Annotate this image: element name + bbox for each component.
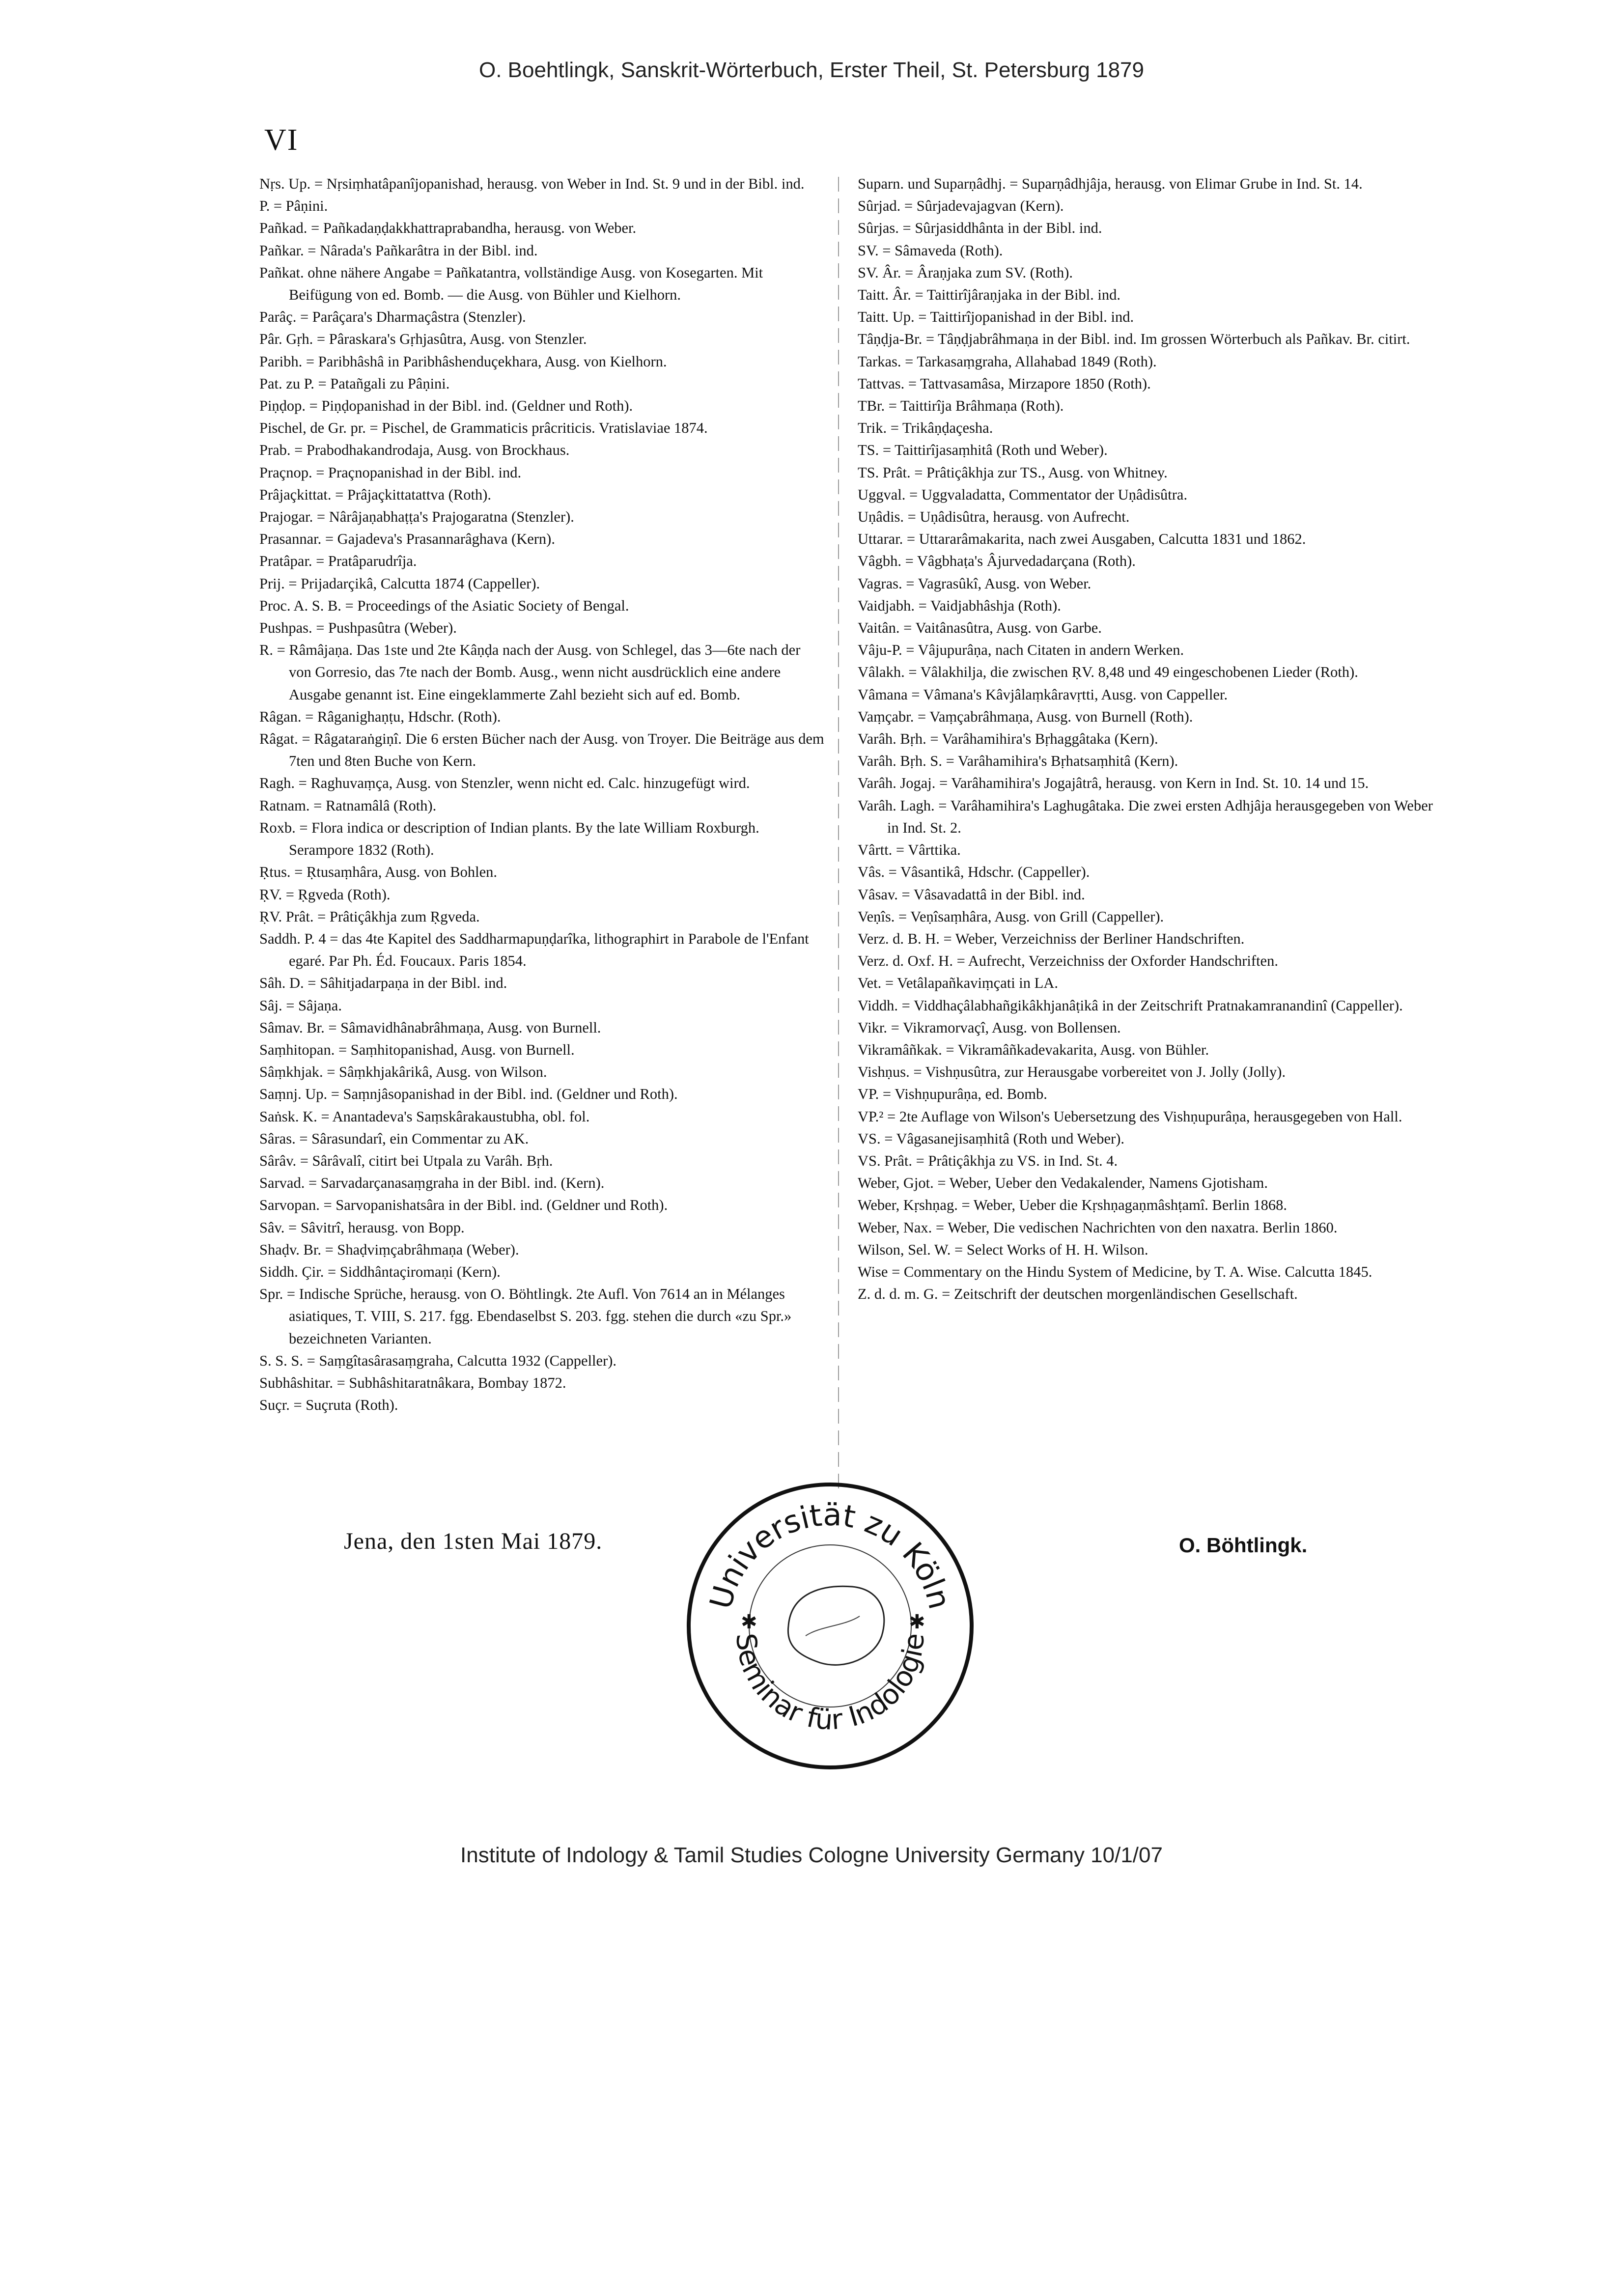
abbreviation-entry: Weber, Kṛshṇag. = Weber, Ueber die Kṛshṇagaṇmâshṭamî. Berlin 1868. [858,1197,1287,1214]
abbreviation-entry: Saṅsk. K. = Anantadeva's Saṃskârakaustubha, obl. fol. [259,1108,590,1125]
abbreviation-entry: Vikramâñkak. = Vikramâñkadevakarita, Ausg. von Bühler. [858,1041,1209,1058]
abbreviation-entry: Varâh. Jogaj. = Varâhamihira's Jogajâtrâ, herausg. von Kern in Ind. St. 10. 14 und 15. [858,775,1369,792]
abbreviation-entry: Wilson, Sel. W. = Select Works of H. H. Wilson. [858,1241,1148,1258]
abbreviation-entry: Taitt. Âr. = Taittirîjâraṇjaka in der Bibl. ind. [858,286,1120,304]
abbreviation-entry: S. S. S. = Saṃgîtasârasaṃgraha, Calcutta 1932 (Cappeller). [259,1352,617,1369]
place-and-date: Jena, den 1sten Mai 1879. [344,1528,603,1554]
stamp-bottom-text: Seminar für Indologie [729,1632,931,1736]
abbreviation-entry: Vâgbh. = Vâgbhaṭa's Âjurvedadarçana (Roth). [858,553,1136,570]
abbreviation-entry: Vishṇus. = Vishṇusûtra, zur Herausgabe vorbereitet von J. Jolly (Jolly). [858,1064,1286,1081]
abbreviation-entry: Varâh. Bṛh. S. = Varâhamihira's Bṛhatsaṃhitâ (Kern). [858,753,1178,770]
abbreviation-entry: Vet. = Vetâlapañkaviṃçati in LA. [858,975,1058,992]
abbreviation-entry: Vagras. = Vagrasûkî, Ausg. von Weber. [858,575,1091,592]
abbreviation-entry: Ṛtus. = Ṛtusaṃhâra, Ausg. von Bohlen. [259,864,498,881]
svg-text:Seminar für Indologie [729,1632,930,1736]
abbreviation-entry: Pañkad. = Pañkadaṇḍakkhattraprabandha, herausg. von Weber. [259,220,637,237]
abbreviation-entry: Taitt. Up. = Taittirîjopanishad in der Bibl. ind. [858,308,1134,326]
abbreviation-entry: Ragh. = Raghuvaṃça, Ausg. von Stenzler, wenn nicht ed. Calc. hinzugefügt wird. [259,775,750,792]
abbreviation-entry: SV. = Sâmaveda (Roth). [858,242,1003,259]
abbreviation-entry: Weber, Gjot. = Weber, Ueber den Vedakalender, Namens Gjotisham. [858,1175,1268,1192]
right-column [858,173,1437,1305]
abbreviation-entry: Pañkar. = Nârada's Pañkarâtra in der Bibl. ind. [259,242,538,259]
abbreviation-entry: Sarvopan. = Sarvopanishatsâra in der Bibl. ind. (Geldner und Roth). [259,1197,668,1214]
abbreviation-entry: Proc. A. S. B. = Proceedings of the Asiatic Society of Bengal. [259,597,629,614]
column-divider [838,177,839,1493]
abbreviation-entry: Z. d. d. m. G. = Zeitschrift der deutschen morgenländischen Gesellschaft. [858,1286,1298,1303]
abbreviation-entry: P. = Pâṇini. [259,197,328,215]
abbreviation-entry: Prasannar. = Gajadeva's Prasannarâghava (Kern). [259,531,555,548]
abbreviation-entry: Praçnop. = Praçnopanishad in der Bibl. ind. [259,464,522,481]
abbreviation-entry: Pushpas. = Pushpasûtra (Weber). [259,619,457,637]
abbreviation-entry: Subhâshitar. = Subhâshitaratnâkara, Bombay 1872. [259,1374,566,1391]
abbreviation-entry: Pratâpar. = Pratâparudrîja. [259,553,417,570]
abbreviation-entry: Sâmav. Br. = Sâmavidhânabrâhmaṇa, Ausg. von Burnell. [259,1019,601,1036]
abbreviation-entry: Parâç. = Parâçara's Dharmaçâstra (Stenzler). [259,308,526,326]
stamp-top-text: Universität zu Köln [702,1496,958,1613]
abbreviation-entry: Spr. = Indische Sprüche, herausg. von O. Böhtlingk. 2te Aufl. Von 7614 an in Mélanges asiatiques, T. VIII, S. 217. fgg. Ebendaselbst S. 203. fgg. stehen die durch «zu Spr.» bezeichneten Varianten. [259,1286,792,1347]
abbreviation-entry: Uggval. = Uggvaladatta, Commentator der Uṇâdisûtra. [858,486,1188,503]
abbreviation-entry: Saṃnj. Up. = Saṃnjâsopanishad in der Bibl. ind. (Geldner und Roth). [259,1086,678,1103]
svg-text:✱: ✱ [909,1611,925,1633]
abbreviation-entry: Tâṇḍja-Br. = Tâṇḍjabrâhmaṇa in der Bibl. ind. Im grossen Wörterbuch als Pañkav. Br. citirt. [858,331,1410,348]
abbreviation-entry: Sâṃkhjak. = Sâṃkhjakârikâ, Ausg. von Wilson. [259,1064,547,1081]
abbreviation-entry: Paribh. = Paribhâshâ in Paribhâshenduçekhara, Ausg. von Kielhorn. [259,353,667,370]
abbreviation-entry: Verz. d. B. H. = Weber, Verzeichniss der Berliner Handschriften. [858,930,1245,947]
abbreviation-entry: Prajogar. = Nârâjaṇabhaṭṭa's Prajogaratna (Stenzler). [259,508,574,526]
abbreviation-entry: Varâh. Bṛh. = Varâhamihira's Bṛhaggâtaka (Kern). [858,730,1158,748]
abbreviation-entry: TS. = Taittirîjasaṃhitâ (Roth und Weber). [858,442,1108,459]
abbreviation-entry: Saṃhitopan. = Saṃhitopanishad, Ausg. von Burnell. [259,1041,575,1058]
abbreviation-entry: Sarvad. = Sarvadarçanasaṃgraha in der Bibl. ind. (Kern). [259,1175,605,1192]
abbreviation-entry: Varâh. Lagh. = Varâhamihira's Laghugâtaka. Die zwei ersten Adhjâja herausgegeben von Weber in Ind. St. 2. [858,797,1433,836]
abbreviation-entry: Vaidjabh. = Vaidjabhâshja (Roth). [858,597,1061,614]
abbreviation-entry: Râgat. = Râgataraṅgiṇî. Die 6 ersten Bücher nach der Ausg. von Troyer. Die Beiträge aus dem 7ten und 8ten Buche von Kern. [259,730,824,770]
abbreviation-entry: Vâmana = Vâmana's Kâvjâlaṃkâravṛtti, Ausg. von Cappeller. [858,686,1228,703]
abbreviation-entry: Saddh. P. 4 = das 4te Kapitel des Saddharmapuṇḍarîka, lithographirt in Parabole de l'Enfant egaré. Par Ph. Éd. Foucaux. Paris 1854. [259,930,809,970]
abbreviation-entry: R. = Râmâjaṇa. Das 1ste und 2te Kâṇḍa nach der Ausg. von Schlegel, das 3—6te nach der von Gorresio, das 7te nach der Bomb. Ausg., wenn nicht ausdrücklich eine andere Ausgabe genannt ist. Eine eingeklammerte Zahl bezieht sich auf ed. Bomb. [259,642,801,703]
abbreviation-entry: TS. Prât. = Prâtiçâkhja zur TS., Ausg. von Whitney. [858,464,1168,481]
abbreviation-entry: Vikr. = Vikramorvaçî, Ausg. von Bollensen. [858,1019,1121,1036]
abbreviation-entry: Tarkas. = Tarkasaṃgraha, Allahabad 1849 (Roth). [858,353,1157,370]
abbreviation-entry: VP.² = 2te Auflage von Wilson's Uebersetzung des Vishṇupurâṇa, herausgegeben von Hall. [858,1108,1402,1125]
abbreviation-entry: Wise = Commentary on the Hindu System of Medicine, by T. A. Wise. Calcutta 1845. [858,1263,1372,1280]
abbreviation-entry: Vâs. = Vâsantikâ, Hdschr. (Cappeller). [858,864,1090,881]
abbreviation-entry: Vaitân. = Vaitânasûtra, Ausg. von Garbe. [858,619,1102,637]
abbreviation-entry: Sâh. D. = Sâhitjadarpaṇa in der Bibl. ind. [259,975,507,992]
abbreviation-entry: Prâjaçkittat. = Prâjaçkittatattva (Roth). [259,486,492,503]
abbreviation-entry: Tattvas. = Tattvasamâsa, Mirzapore 1850 (Roth). [858,375,1151,392]
abbreviation-entry: Sârâv. = Sârâvalî, citirt bei Utpala zu Varâh. Bṛh. [259,1152,553,1169]
abbreviation-entry: Râgan. = Râganighaṇṭu, Hdschr. (Roth). [259,708,501,725]
abbreviation-entry: Weber, Nax. = Weber, Die vedischen Nachrichten von den naxatra. Berlin 1860. [858,1219,1338,1236]
abbreviation-entry: Sûrjas. = Sûrjasiddhânta in der Bibl. ind. [858,220,1102,237]
abbreviation-entry: TBr. = Taittirîja Brâhmaṇa (Roth). [858,397,1064,415]
abbreviation-entry: Sûrjad. = Sûrjadevajagvan (Kern). [858,197,1064,215]
abbreviation-entry: SV. Âr. = Âraṇjaka zum SV. (Roth). [858,264,1073,281]
abbreviation-entry: VS. Prât. = Prâtiçâkhja zu VS. in Ind. St. 4. [858,1152,1118,1169]
abbreviation-entry: Sâv. = Sâvitrî, herausg. von Bopp. [259,1219,465,1236]
abbreviation-entry: VP. = Vishṇupurâṇa, ed. Bomb. [858,1086,1047,1103]
page-number: VI [264,123,299,157]
abbreviation-entry: Vârtt. = Vârttika. [858,841,961,859]
abbreviation-entry: Vaṃçabr. = Vaṃçabrâhmaṇa, Ausg. von Burnell (Roth). [858,708,1193,725]
scan-header: O. Boehtlingk, Sanskrit-Wörterbuch, Erster Theil, St. Petersburg 1879 [478,58,1144,82]
abbreviation-entry: Veṇîs. = Veṇîsaṃhâra, Ausg. von Grill (Cappeller). [858,908,1164,925]
abbreviation-entry: Nṛs. Up. = Nṛsiṃhatâpanîjopanishad, herausg. von Weber in Ind. St. 9 und in der Bibl. ind. [259,175,805,192]
abbreviation-entry: VS. = Vâgasanejisaṃhitâ (Roth und Weber). [858,1130,1125,1147]
abbreviation-entry: Pat. zu P. = Patañgali zu Pâṇini. [259,375,450,392]
abbreviation-entry: ṚV. Prât. = Prâtiçâkhja zum Ṛgveda. [259,908,480,925]
abbreviation-entry: Uṇâdis. = Uṇâdisûtra, herausg. von Aufrecht. [858,508,1130,526]
abbreviation-entry: Vâsav. = Vâsavadattâ in der Bibl. ind. [858,886,1085,903]
author-signature: O. Böhtlingk. [1179,1534,1308,1557]
abbreviation-entry: Vâlakh. = Vâlakhilja, die zwischen ṚV. 8,48 und 49 eingeschobenen Lieder (Roth). [858,664,1358,681]
abbreviation-entry: ṚV. = Ṛgveda (Roth). [259,886,391,903]
abbreviation-entry: Verz. d. Oxf. H. = Aufrecht, Verzeichniss der Oxforder Handschriften. [858,952,1278,970]
university-stamp-icon [683,1479,978,1773]
archive-credit: Institute of Indology & Tamil Studies Cologne University Germany 10/1/07 [460,1843,1163,1867]
abbreviation-entry: Sâj. = Sâjaṇa. [259,997,342,1014]
abbreviation-entry: Piṇḍop. = Piṇḍopanishad in der Bibl. ind. (Geldner und Roth). [259,397,633,415]
abbreviation-entry: Vâju-P. = Vâjupurâṇa, nach Citaten in andern Werken. [858,642,1184,659]
left-column [259,173,824,1416]
abbreviation-entry: Siddh. Çir. = Siddhântaçiromaṇi (Kern). [259,1263,501,1280]
abbreviation-entry: Roxb. = Flora indica or description of Indian plants. By the late William Roxburgh. Serampore 1832 (Roth). [259,819,759,859]
abbreviation-entry: Prab. = Prabodhakandrodaja, Ausg. von Brockhaus. [259,442,570,459]
abbreviation-entry: Viddh. = Viddhaçâlabhañgikâkhjanâṭikâ in der Zeitschrift Pratnakamranandinî (Cappeller). [858,997,1403,1014]
svg-text:✱: ✱ [741,1611,757,1633]
abbreviation-entry: Trik. = Trikâṇḍaçesha. [858,420,993,437]
abbreviation-entry: Suparn. und Suparṇâdhj. = Suparṇâdhjâja, herausg. von Elimar Grube in Ind. St. 14. [858,175,1363,192]
abbreviation-entry: Uttarar. = Uttararâmakarita, nach zwei Ausgaben, Calcutta 1831 und 1862. [858,531,1306,548]
abbreviation-entry: Pañkat. ohne nähere Angabe = Pañkatantra, vollständige Ausg. von Kosegarten. Mit Beifügung von ed. Bomb. — die Ausg. von Bühler und Kielhorn. [259,264,763,304]
abbreviation-entry: Prij. = Prijadarçikâ, Calcutta 1874 (Cappeller). [259,575,540,592]
abbreviation-entry: Sâras. = Sârasundarî, ein Commentar zu AK. [259,1130,529,1147]
abbreviation-entry: Pischel, de Gr. pr. = Pischel, de Grammaticis prâcriticis. Vratislaviae 1874. [259,420,708,437]
abbreviation-entry: Ratnam. = Ratnamâlâ (Roth). [259,797,437,814]
abbreviation-entry: Pâr. Gṛh. = Pâraskara's Gṛhjasûtra, Ausg. von Stenzler. [259,331,587,348]
abbreviation-entry: Suçr. = Suçruta (Roth). [259,1397,398,1414]
abbreviation-entry: Shaḍv. Br. = Shaḍviṃçabrâhmaṇa (Weber). [259,1241,519,1258]
